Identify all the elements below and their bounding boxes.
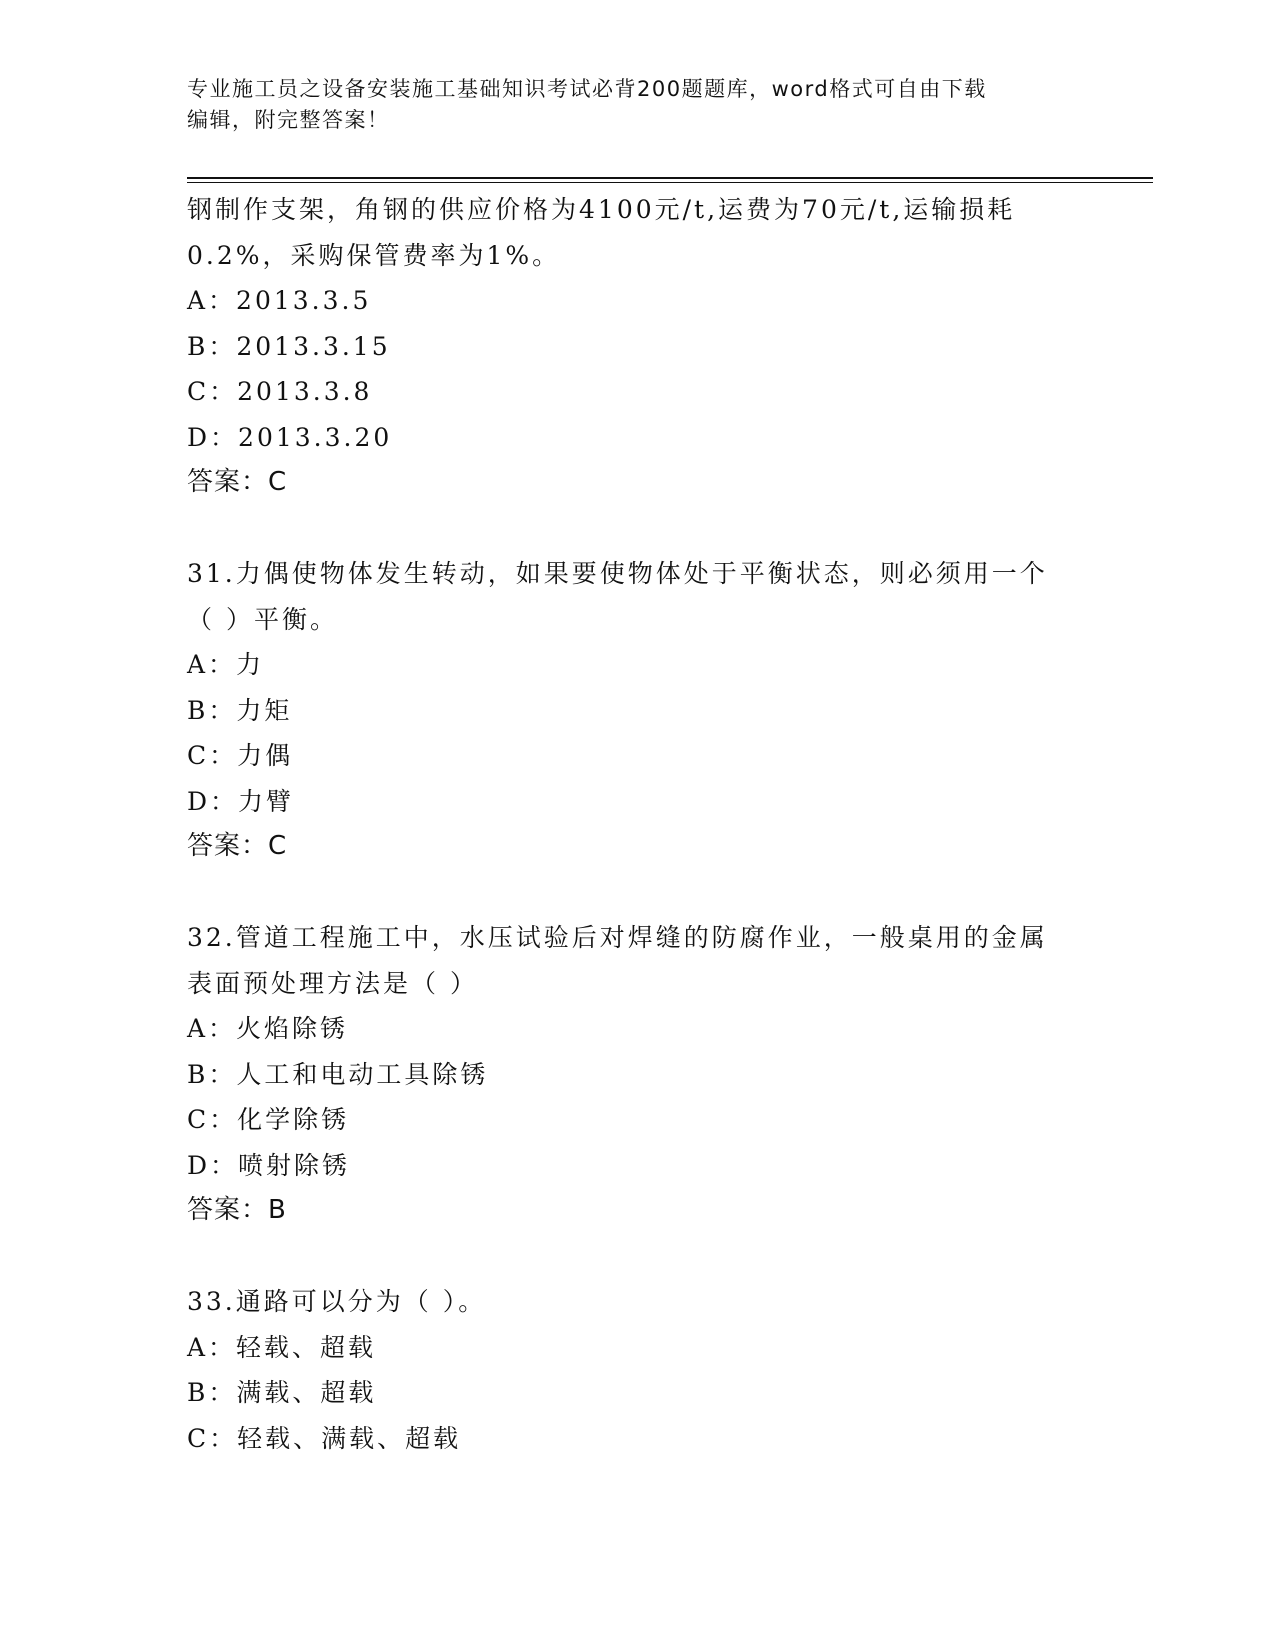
- header-line-1: 专业施工员之设备安装施工基础知识考试必背200题题库，word格式可自由下载: [187, 77, 987, 101]
- option-b: B：满载、超载: [187, 1378, 377, 1407]
- answer: 答案：B: [187, 1195, 287, 1225]
- question-list: [187, 187, 1087, 1461]
- option-a: A：火焰除锈: [187, 1014, 349, 1043]
- question-text: 0.2%，采购保管费率为1%。: [187, 240, 561, 270]
- option-c: C：2013.3.8: [187, 377, 373, 406]
- header-line-2: 编辑，附完整答案！: [187, 108, 390, 132]
- question-text: 31.力偶使物体发生转动，如果要使物体处于平衡状态，则必须用一个: [187, 559, 1048, 588]
- question-block-31: [187, 551, 1087, 870]
- spacer: [187, 870, 1087, 916]
- option-b: B：2013.3.15: [187, 331, 391, 361]
- option-c: C：轻载、满载、超载: [187, 1423, 462, 1453]
- question-block-32: [187, 915, 1087, 1234]
- answer: 答案：C: [187, 831, 288, 861]
- question-block-33: [187, 1279, 1087, 1461]
- option-c: C：力偶: [187, 741, 294, 770]
- question-text: （ ）平衡。: [187, 604, 338, 634]
- option-b: B：力矩: [187, 695, 293, 725]
- option-d: D：2013.3.20: [187, 422, 393, 452]
- option-d: D：力臂: [187, 786, 295, 816]
- question-block-30: [187, 187, 1087, 506]
- question-text: 33.通路可以分为（ ）。: [187, 1287, 487, 1316]
- question-text: 表面预处理方法是（ ）: [187, 968, 478, 998]
- question-text: 钢制作支架，角钢的供应价格为4100元/t,运费为70元/t,运输损耗: [187, 195, 1016, 224]
- header-rule-thick: [187, 177, 1153, 179]
- document-header: [187, 74, 1087, 136]
- header-rule-thin: [187, 182, 1153, 183]
- option-b: B：人工和电动工具除锈: [187, 1059, 489, 1089]
- answer: 答案：C: [187, 467, 288, 497]
- question-text: 32.管道工程施工中，水压试验后对焊缝的防腐作业，一般桌用的金属: [187, 923, 1048, 952]
- spacer: [187, 506, 1087, 552]
- option-a: A：力: [187, 650, 265, 679]
- spacer: [187, 1234, 1087, 1280]
- option-a: A：轻载、超载: [187, 1332, 377, 1362]
- option-d: D：喷射除锈: [187, 1150, 351, 1180]
- option-c: C：化学除锈: [187, 1105, 350, 1134]
- option-a: A：2013.3.5: [187, 286, 372, 315]
